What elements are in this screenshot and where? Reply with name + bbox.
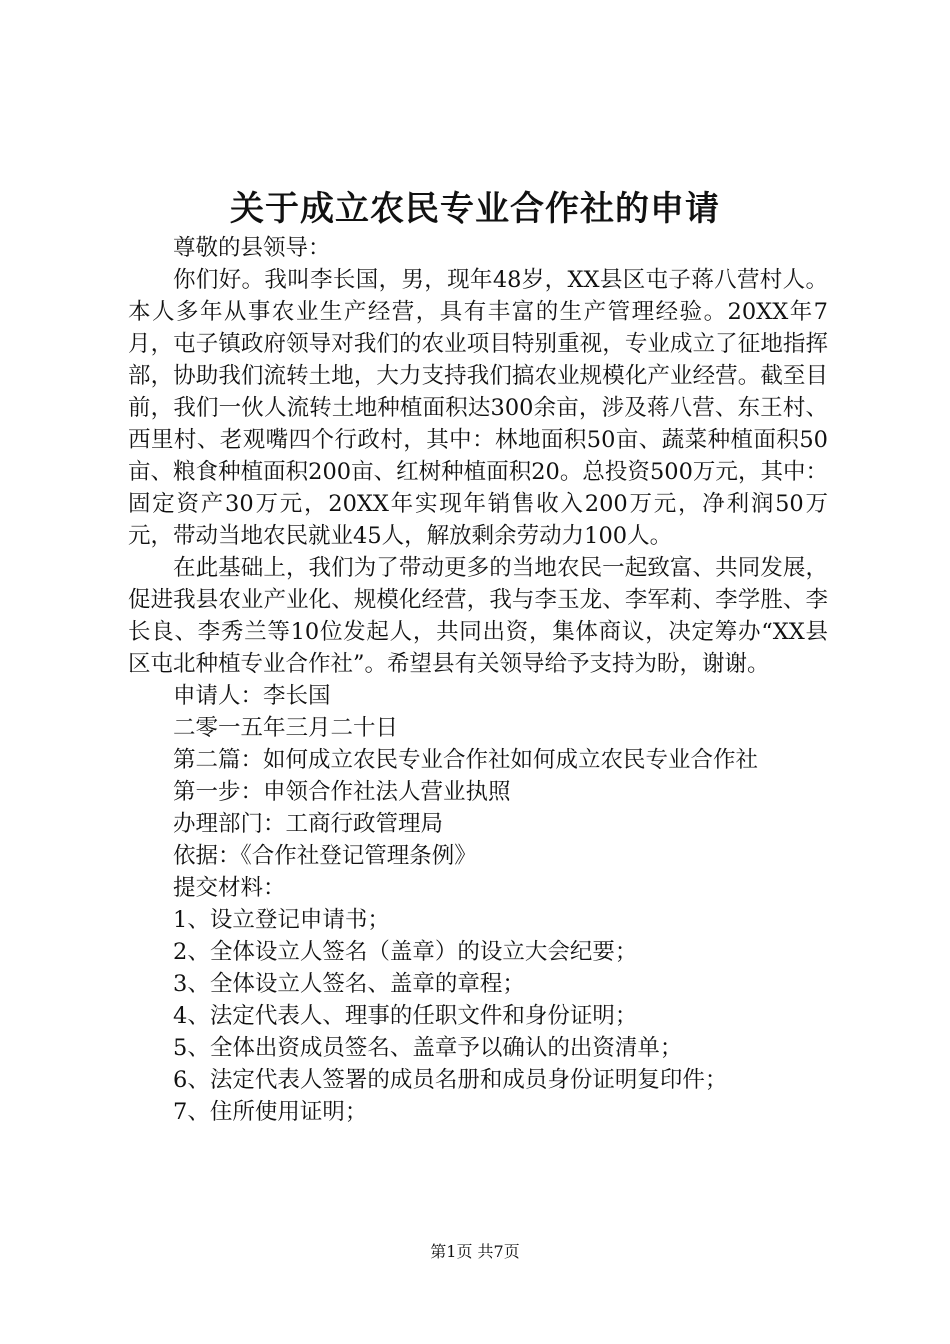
page-indicator: 第1页 共7页 bbox=[430, 1242, 520, 1261]
materials-item: 3、全体设立人签名、盖章的章程； bbox=[173, 971, 525, 997]
materials-item: 4、法定代表人、理事的任职文件和身份证明； bbox=[173, 1003, 638, 1029]
materials-item: 7、住所使用证明； bbox=[173, 1099, 368, 1125]
salutation: 尊敬的县领导： bbox=[173, 235, 331, 261]
document-body bbox=[128, 232, 828, 1128]
applicant-signature: 申请人：李长国 bbox=[173, 683, 331, 709]
step-1-heading: 第一步：申领合作社法人营业执照 bbox=[173, 779, 511, 805]
application-date: 二零一五年三月二十日 bbox=[173, 715, 399, 741]
section-2-heading: 第二篇：如何成立农民专业合作社如何成立农民专业合作社 bbox=[173, 747, 759, 773]
materials-heading: 提交材料： bbox=[173, 875, 286, 901]
page-footer bbox=[0, 1240, 950, 1264]
materials-item: 5、全体出资成员签名、盖章予以确认的出资清单； bbox=[173, 1035, 683, 1061]
materials-item: 2、全体设立人签名（盖章）的设立大会纪要； bbox=[173, 939, 638, 965]
basis-line: 依据：《合作社登记管理条例》 bbox=[173, 843, 477, 869]
materials-item: 1、设立登记申请书； bbox=[173, 907, 390, 933]
paragraph-request: 在此基础上，我们为了带动更多的当地农民一起致富、共同发展，促进我县农业产业化、规模化经营，我与李玉龙、李军莉、李学胜、李长良、李秀兰等10位发起人，共同出资，集体商议，决定筹办“XX县区屯北种植专业合作社”。希望县有关领导给予支持为盼，谢谢。 bbox=[128, 555, 828, 677]
materials-item: 6、法定代表人签署的成员名册和成员身份证明复印件； bbox=[173, 1067, 728, 1093]
department-line: 办理部门：工商行政管理局 bbox=[173, 811, 444, 837]
document-title: 关于成立农民专业合作社的申请 bbox=[230, 189, 720, 229]
paragraph-introduction: 你们好。我叫李长国，男，现年48岁，XX县区屯子蒋八营村人。本人多年从事农业生产经营，具有丰富的生产管理经验。20XX年7月，屯子镇政府领导对我们的农业项目特别重视，专业成立了征地指挥部，协助我们流转土地，大力支持我们搞农业规模化产业经营。截至目前，我们一伙人流转土地种植面积达300余亩，涉及蒋八营、东王村、西里村、老观嘴四个行政村，其中：林地面积50亩、蔬菜种植面积50亩、粮食种植面积200亩、红树种植面积20。总投资500万元，其中：固定资产30万元，20XX年实现年销售收入200万元，净利润50万元，带动当地农民就业45人，解放剩余劳动力100人。 bbox=[128, 267, 828, 549]
